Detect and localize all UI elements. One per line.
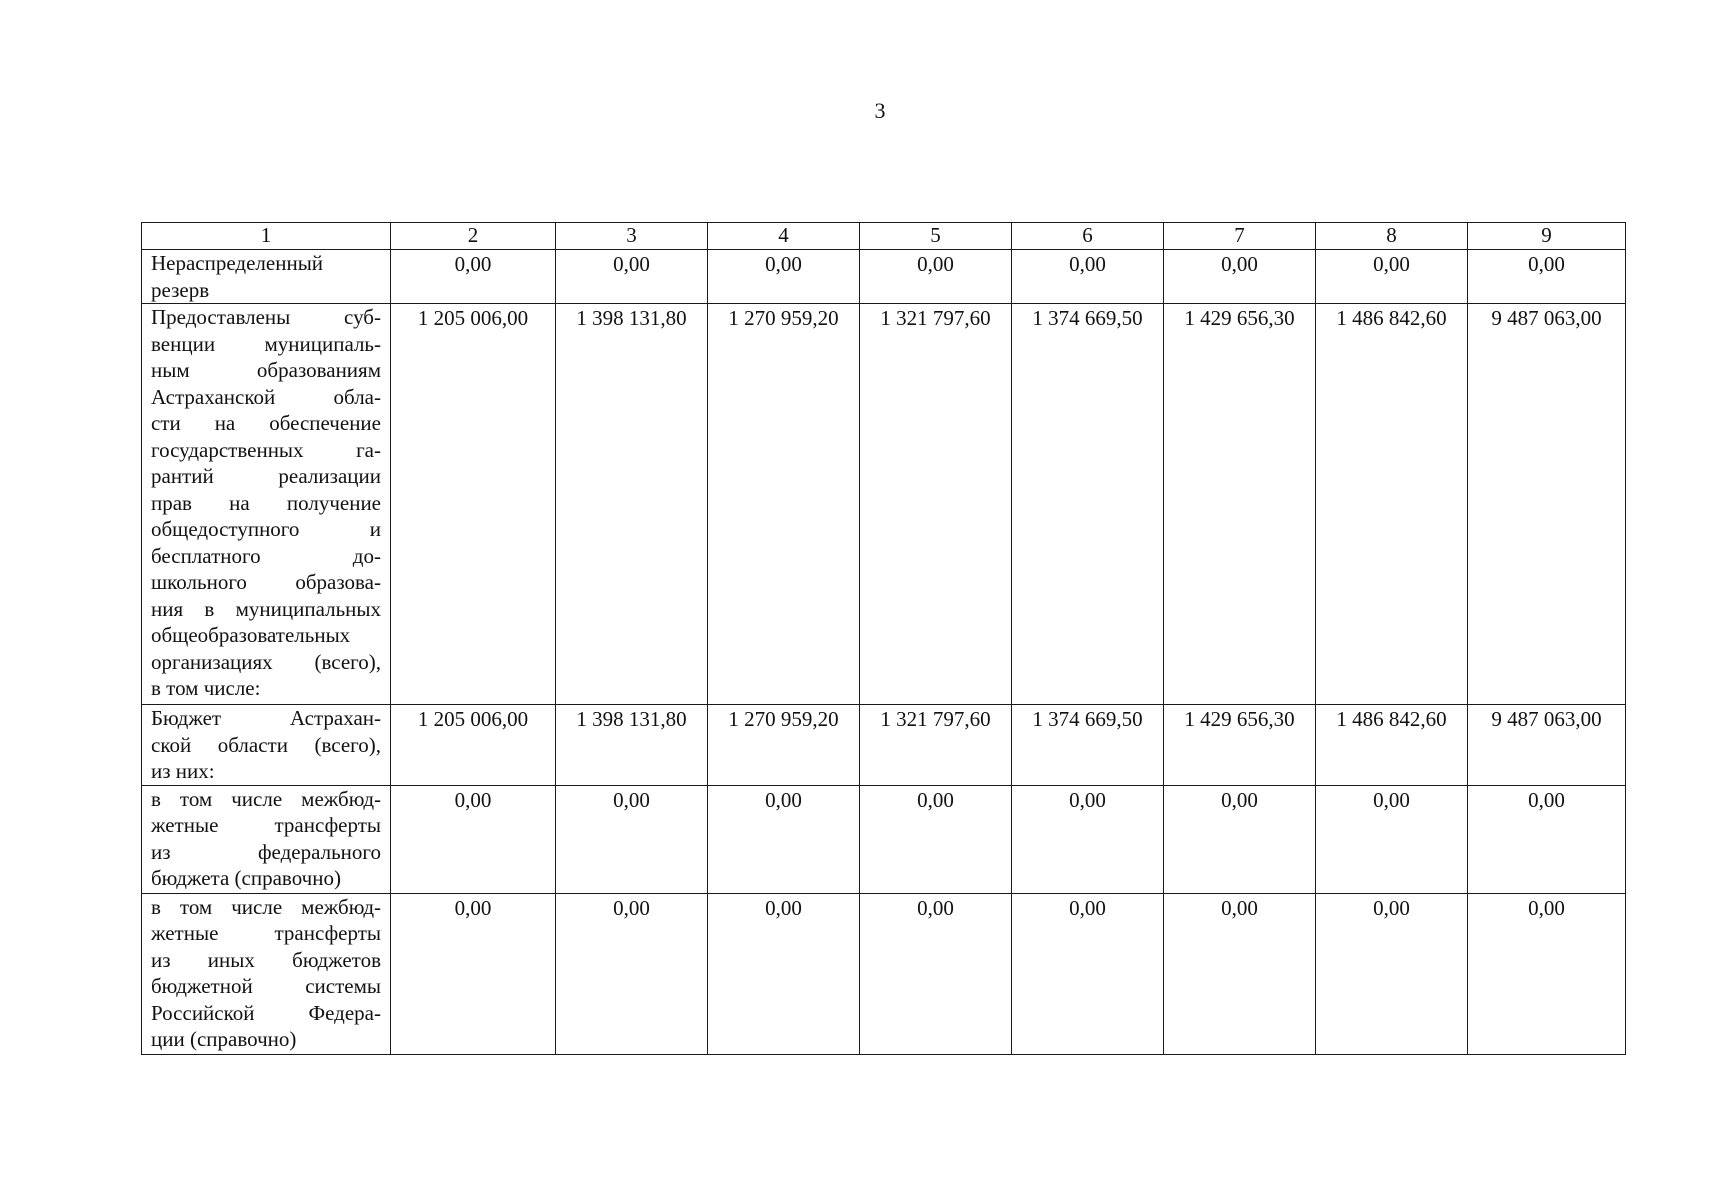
table-cell: 1 398 131,80 <box>556 304 708 705</box>
table-cell: 1 205 006,00 <box>391 705 556 786</box>
table-cell: 0,00 <box>1164 893 1316 1054</box>
row-label <box>142 785 391 893</box>
table-row <box>142 250 1626 304</box>
row-label-line: в том числе межбюд- <box>151 894 381 919</box>
table-cell: 1 205 006,00 <box>391 304 556 705</box>
column-header-3: 3 <box>556 223 708 250</box>
table-cell: 0,00 <box>1164 785 1316 893</box>
table-cell: 1 486 842,60 <box>1316 304 1468 705</box>
row-label-line: школьного образова- <box>151 570 381 594</box>
table-cell: 0,00 <box>391 893 556 1054</box>
table-cell: 0,00 <box>1468 785 1626 893</box>
row-label-line: ния в муниципальных <box>151 596 381 621</box>
budget-table <box>141 222 1626 1055</box>
row-label-line: венции муниципаль- <box>151 331 381 356</box>
column-header-9: 9 <box>1468 223 1626 250</box>
row-label-line: прав на получение <box>151 490 381 515</box>
table-cell: 0,00 <box>1468 893 1626 1054</box>
row-label-line: бюджетной системы <box>151 974 381 998</box>
table-row <box>142 893 1626 1054</box>
table-cell: 0,00 <box>1012 785 1164 893</box>
table-cell: 1 270 959,20 <box>708 304 860 705</box>
table-cell: 9 487 063,00 <box>1468 705 1626 786</box>
table-cell: 1 321 797,60 <box>860 705 1012 786</box>
table-cell: 0,00 <box>1316 893 1468 1054</box>
row-label-line: в том числе: <box>151 676 261 700</box>
column-number-header-row <box>142 223 1626 250</box>
row-label-line: резерв <box>151 277 210 302</box>
table-row <box>142 705 1626 786</box>
table-cell: 1 270 959,20 <box>708 705 860 786</box>
table-cell: 1 398 131,80 <box>556 705 708 786</box>
row-label-line: ным образованиям <box>151 358 381 382</box>
row-label <box>142 304 391 705</box>
table-cell: 9 487 063,00 <box>1468 304 1626 705</box>
page-number: 3 <box>874 98 886 123</box>
table-cell: 0,00 <box>708 893 860 1054</box>
row-label-line: общедоступного и <box>151 517 381 541</box>
table-cell: 0,00 <box>708 785 860 893</box>
row-label <box>142 250 391 304</box>
row-label-line: организациях (всего), <box>151 649 381 674</box>
row-label <box>142 705 391 786</box>
table-cell: 0,00 <box>1316 250 1468 304</box>
table-cell: 0,00 <box>391 250 556 304</box>
column-header-6: 6 <box>1012 223 1164 250</box>
row-label-line: ции (справочно) <box>151 1027 297 1051</box>
column-header-7: 7 <box>1164 223 1316 250</box>
table-cell: 0,00 <box>556 250 708 304</box>
row-label-line: жетные трансферты <box>151 921 381 945</box>
row-label-line: в том числе межбюд- <box>151 786 381 811</box>
table-cell: 0,00 <box>1164 250 1316 304</box>
table-row <box>142 785 1626 893</box>
row-label-line: из федерального <box>151 839 381 864</box>
table-cell: 0,00 <box>860 785 1012 893</box>
row-label-line: Нераспределенный <box>151 251 324 275</box>
row-label-line: из иных бюджетов <box>151 947 381 972</box>
table-cell: 0,00 <box>860 250 1012 304</box>
table-cell: 0,00 <box>1012 893 1164 1054</box>
table-cell: 0,00 <box>391 785 556 893</box>
row-label-line: государственных га- <box>151 437 381 462</box>
column-header-4: 4 <box>708 223 860 250</box>
row-label-line: Астраханской обла- <box>151 384 381 409</box>
table-cell: 0,00 <box>556 785 708 893</box>
row-label-line: Российской Федера- <box>151 1000 381 1025</box>
table-cell: 0,00 <box>1012 250 1164 304</box>
row-label-line: Предоставлены суб- <box>151 305 381 329</box>
table-cell: 1 321 797,60 <box>860 304 1012 705</box>
table-cell: 1 486 842,60 <box>1316 705 1468 786</box>
row-label-line: общеобразовательных <box>151 623 351 647</box>
row-label-line: из них: <box>151 759 215 783</box>
row-label-line: жетные трансферты <box>151 813 381 837</box>
row-label-line: ской области (всего), <box>151 732 381 757</box>
row-label-line: Бюджет Астрахан- <box>151 706 381 730</box>
row-label <box>142 893 391 1054</box>
table-row <box>142 304 1626 705</box>
table-cell: 1 374 669,50 <box>1012 705 1164 786</box>
table-cell: 1 374 669,50 <box>1012 304 1164 705</box>
table-cell: 0,00 <box>860 893 1012 1054</box>
table-cell: 0,00 <box>556 893 708 1054</box>
column-header-8: 8 <box>1316 223 1468 250</box>
column-header-5: 5 <box>860 223 1012 250</box>
column-header-1: 1 <box>142 223 391 250</box>
table-cell: 0,00 <box>708 250 860 304</box>
table-cell: 0,00 <box>1316 785 1468 893</box>
row-label-line: сти на обеспечение <box>151 411 381 435</box>
column-header-2: 2 <box>391 223 556 250</box>
table-cell: 0,00 <box>1468 250 1626 304</box>
table-cell: 1 429 656,30 <box>1164 304 1316 705</box>
row-label-line: бюджета (справочно) <box>151 866 341 890</box>
row-label-line: рантий реализации <box>151 464 381 488</box>
row-label-line: бесплатного до- <box>151 543 381 568</box>
table-cell: 1 429 656,30 <box>1164 705 1316 786</box>
